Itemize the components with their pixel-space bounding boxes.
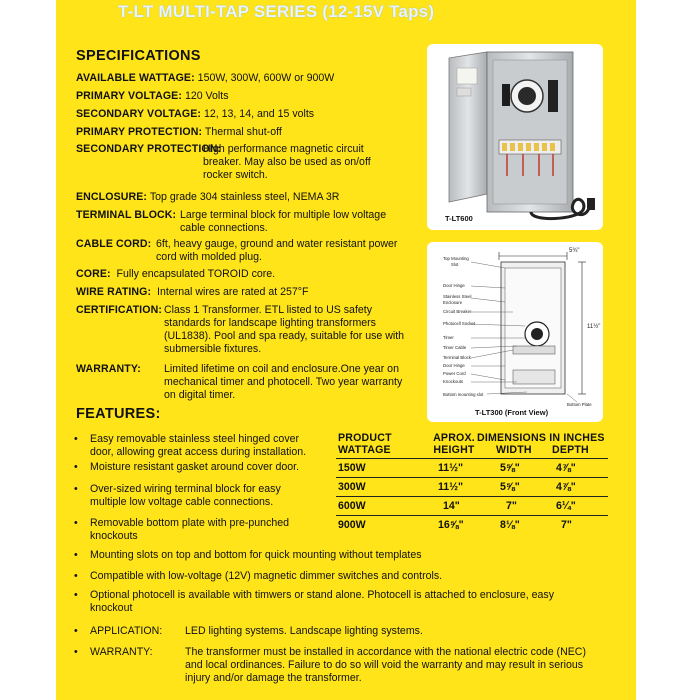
label-breaker: Circuit Breaker bbox=[443, 309, 472, 314]
cell-wattage: 900W bbox=[338, 519, 366, 531]
table-divider bbox=[336, 515, 608, 516]
label-timer: Timer bbox=[443, 335, 454, 340]
table-header-width: WIDTH bbox=[496, 444, 532, 456]
spec-secondary-protection-value: High performance magnetic circuit breaker. May also be used as on/off rocker switch. bbox=[203, 143, 371, 181]
cell-depth: 7" bbox=[561, 519, 572, 531]
cell-depth: 6¼" bbox=[556, 500, 576, 512]
cell-wattage: 150W bbox=[338, 462, 366, 474]
table-header-dimensions: DIMENSIONS IN INCHES bbox=[477, 432, 605, 444]
cell-width: 8⅛" bbox=[500, 519, 520, 531]
table-divider bbox=[336, 496, 608, 497]
cell-wattage: 600W bbox=[338, 500, 366, 512]
warranty-label: WARRANTY: bbox=[90, 646, 153, 658]
label-photocell: Photocell Socket bbox=[443, 321, 476, 326]
table-divider bbox=[336, 477, 608, 478]
dim-height-label: 11½" bbox=[587, 324, 601, 330]
cell-width: 7" bbox=[506, 500, 517, 512]
spec-primary-voltage: PRIMARY VOLTAGE: 120 Volts bbox=[76, 90, 229, 102]
cell-width: 5⅝" bbox=[500, 481, 520, 493]
label-top-slot: Top Mounting bbox=[443, 256, 469, 261]
cell-depth: 4⅞" bbox=[556, 481, 576, 493]
spec-sheet-page: T-LT MULTI-TAP SERIES (12-15V Taps) SPECIFICATIONS AVAILABLE WATTAGE: 150W, 300W, 600W or 900W PRIMARY VOLTAGE: 120 Volts SECONDARY VOLTAGE: 12, 13, 14, and 15 volts PRIMARY PROTECTION: Thermal shut-off SECONDARY PROTECTION: High performance magnetic circuit breaker. May also be used as on/off rocker switch. ENCLOSURE: Top grade 304 stainless steel, NEMA 3R TERMINAL BLOCK: Large terminal block for multiple low voltage cable connections. CABLE CORD: 6ft, heavy gauge, ground and water resistant power cord with molded plug. CORE: Fully encapsulated TOROID core. WIRE RATING: Internal wires are rated at 257°F CERTIFICATION: Class 1 Transformer. ETL listed to US safety standards for landscape lighting transformers (UL1838). Pool and spa ready, suitable for use with submersible fixtures. WARRANTY: Limited lifetime on coil and enclosure.One year on mechanical timer and photocell. Two year warranty on digital timer. T-LT600 5¾" 11½" Top Mounting Slot Door Hinge Stainless Steel Enclosure Circuit Breaker Photocell Socket Timer Timer Cable Terminal Block Door Hinge Power Cord Knockouts Bottom mounting slot Bottom Plate T-LT300 (Front View) FEATURES: • Easy removable stainless steel hinged cover door, allowing great access during installation. • Moisture resistant gasket around cover door. • Over-sized wiring terminal block for easy multiple low voltage cable connections. • Removable bottom plate with pre-punched knockouts • Mounting slots on top and bottom for quick mounting without templates • Compatible with low-voltage (12V) magnetic dimmer switches and controls. • Optional photocell is available with timwers or stand alone. Photocell is attached to enclosure, easy knockout • APPLICATION: LED lighting systems. Landscape lighting systems. • WARRANTY: The transformer must be installed in accordance with the national electric code (NEC) and local ordinances. Failure to do so will void the warranty and may result in serious injury and/or damage the transformer. PRODUCT WATTAGE APROX. HEIGHT DIMENSIONS IN INCHES WIDTH DEPTH 150W 11½" 5⅝" 4⅞" 300W 11½" 5⅝" 4⅞" 600W 14" 7" 6¼" 900W 16⅝" 8⅛" 7" bbox=[56, 0, 636, 700]
label-door-hinge: Door Hinge bbox=[443, 283, 465, 288]
warranty-text: The transformer must be installed in accordance with the national electric code (NEC) and local ordinances. Failure to do so will void the warranty and may result in serious injury and/or damage the transformer. bbox=[185, 646, 586, 684]
spec-enclosure: ENCLOSURE: Top grade 304 stainless steel, NEMA 3R bbox=[76, 191, 340, 203]
label-stainless: Stainless Steel bbox=[443, 294, 472, 299]
features-heading: FEATURES: bbox=[76, 406, 161, 422]
label-door-hinge-2: Door Hinge bbox=[443, 363, 465, 368]
cell-height: 11½" bbox=[438, 481, 464, 493]
application-label: APPLICATION: bbox=[90, 625, 163, 637]
table-header-height: APROX. HEIGHT bbox=[433, 432, 475, 456]
label-timer-cable: Timer Cable bbox=[443, 345, 467, 350]
spec-secondary-protection: SECONDARY PROTECTION: bbox=[76, 143, 222, 155]
cell-depth: 4⅞" bbox=[556, 462, 576, 474]
spec-cable-cord-value: 6ft, heavy gauge, ground and water resistant power cord with molded plug. bbox=[156, 238, 398, 263]
cell-width: 5⅝" bbox=[500, 462, 520, 474]
label-top-slot-2: Slot bbox=[451, 262, 459, 267]
technical-drawing-frame bbox=[427, 242, 603, 422]
table-header-depth: DEPTH bbox=[552, 444, 589, 456]
spec-secondary-voltage: SECONDARY VOLTAGE: 12, 13, 14, and 15 volts bbox=[76, 108, 315, 120]
label-stainless-2: Enclosure bbox=[443, 300, 463, 305]
cell-height: 16⅝" bbox=[438, 519, 464, 531]
cell-height: 14" bbox=[443, 500, 460, 512]
table-header-product: PRODUCT WATTAGE bbox=[338, 432, 392, 456]
spec-warranty-value: Limited lifetime on coil and enclosure.One year on mechanical timer and photocell. Two year warranty on digital timer. bbox=[164, 363, 403, 401]
spec-cable-cord: CABLE CORD: bbox=[76, 238, 152, 250]
cell-wattage: 300W bbox=[338, 481, 366, 493]
label-power-cord: Power Cord bbox=[443, 371, 466, 376]
spec-core: CORE: Fully encapsulated TOROID core. bbox=[76, 268, 276, 280]
spec-primary-protection: PRIMARY PROTECTION: Thermal shut-off bbox=[76, 126, 282, 138]
label-bottom-plate: Bottom Plate bbox=[567, 402, 592, 407]
table-divider bbox=[336, 458, 608, 459]
label-knockouts: Knockouts bbox=[443, 379, 464, 384]
dim-width-label: 5¾" bbox=[569, 248, 580, 254]
spec-certification: CERTIFICATION: bbox=[76, 304, 162, 316]
label-bottom-slot: Bottom mounting slot bbox=[443, 392, 484, 397]
photo-caption: T-LT600 bbox=[445, 214, 473, 223]
label-terminal: Terminal Block bbox=[443, 355, 471, 360]
spec-available-wattage: AVAILABLE WATTAGE: 150W, 300W, 600W or 900W bbox=[76, 72, 335, 84]
spec-terminal-block: TERMINAL BLOCK: bbox=[76, 209, 177, 221]
drawing-caption: T-LT300 (Front View) bbox=[475, 408, 549, 417]
spec-certification-value: Class 1 Transformer. ETL listed to US safety standards for landscape lighting transformers (UL1838). Pool and spa ready, suitable for use with submersible fixtures. bbox=[164, 304, 405, 355]
product-photo-frame bbox=[427, 44, 603, 230]
series-title: T-LT MULTI-TAP SERIES (12-15V Taps) bbox=[118, 2, 435, 21]
spec-wire-rating: WIRE RATING: Internal wires are rated at 257°F bbox=[76, 286, 309, 298]
spec-warranty: WARRANTY: bbox=[76, 363, 141, 375]
cell-height: 11½" bbox=[438, 462, 464, 474]
application-text: LED lighting systems. Landscape lighting systems. bbox=[185, 625, 423, 637]
specifications-heading: SPECIFICATIONS bbox=[76, 48, 201, 64]
transformer-photo bbox=[427, 44, 603, 230]
spec-terminal-block-value: Large terminal block for multiple low voltage cable connections. bbox=[180, 209, 387, 234]
